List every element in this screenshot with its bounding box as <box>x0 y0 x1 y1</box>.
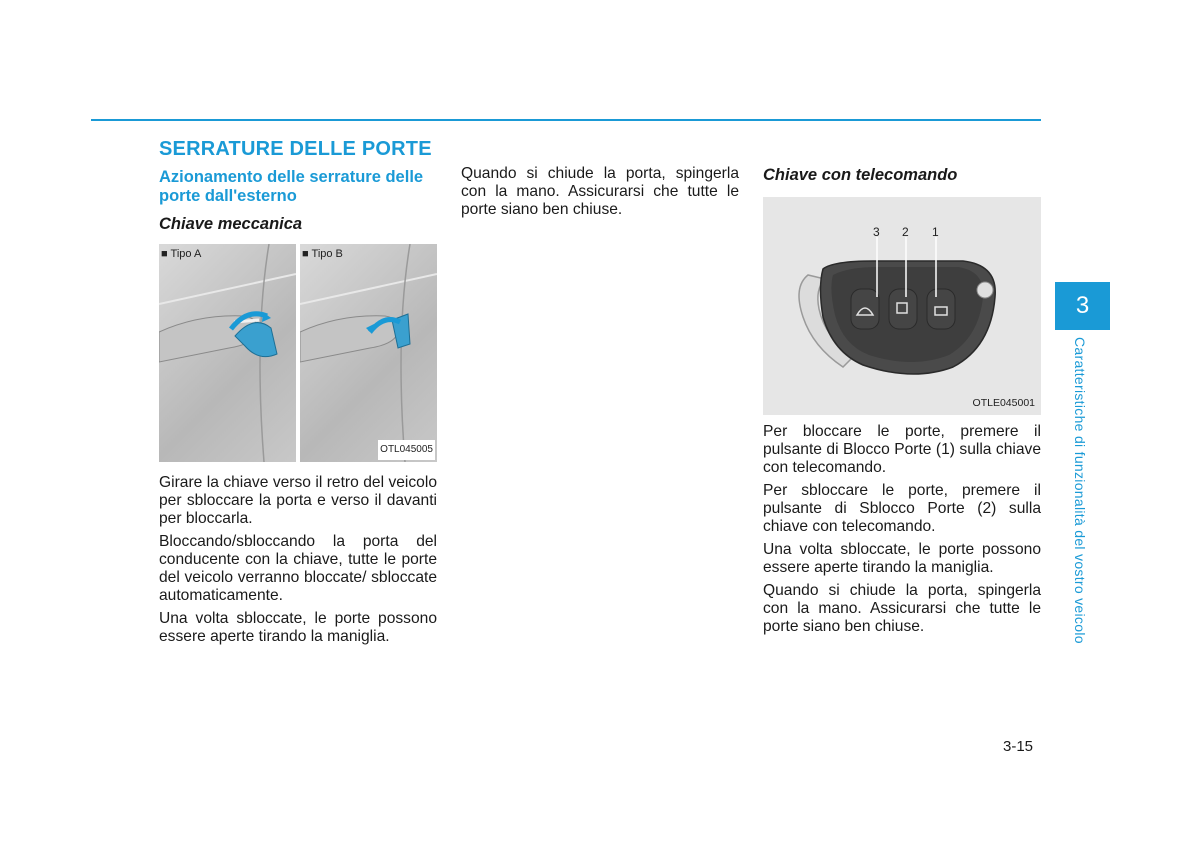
paragraph: Una volta sbloccate, le porte possono essere aperte tirando la maniglia. <box>763 541 1041 576</box>
panel-b-label: ■ Tipo B <box>302 248 343 260</box>
paragraph: Bloccando/sbloccando la porta del conducente con la chiave, tutte le porte del veicolo verranno bloccate/ sbloccate automaticamente. <box>159 533 437 604</box>
subheading: Azionamento delle serrature delle porte dall'esterno <box>159 168 424 205</box>
column-2 <box>461 165 739 224</box>
remote-key-heading: Chiave con telecomando <box>763 166 958 184</box>
page-number: 3-15 <box>1003 738 1034 755</box>
figure-panel-type-b <box>300 244 437 462</box>
paragraph: Girare la chiave verso il retro del veicolo per sbloccare la porta e verso il davanti per bloccarla. <box>159 474 437 527</box>
paragraph: Per bloccare le porte, premere il pulsante di Blocco Porte (1) sulla chiave con telecomando. <box>763 423 1041 476</box>
remote-key-illustration <box>763 197 1041 415</box>
paragraph: Quando si chiude la porta, spingerla con la mano. Assicurarsi che tutte le porte siano ben chiuse. <box>461 165 739 218</box>
figure-code: OTLE045001 <box>972 397 1035 409</box>
paragraph: Per sbloccare le porte, premere il pulsante di Sblocco Porte (2) sulla chiave con telecomando. <box>763 482 1041 535</box>
door-handle-key-illustration-b <box>300 244 437 462</box>
section-title: SERRATURE DELLE PORTE <box>159 138 432 160</box>
paragraph: Una volta sbloccate, le porte possono essere aperte tirando la maniglia. <box>159 610 437 645</box>
column-3 <box>763 165 1041 641</box>
column-1 <box>159 138 437 651</box>
callout-3: 3 <box>873 225 880 239</box>
remote-key-figure <box>763 197 1041 415</box>
paragraph: Quando si chiude la porta, spingerla con la mano. Assicurarsi che tutte le porte siano ben chiuse. <box>763 582 1041 635</box>
door-handle-key-illustration-a <box>159 244 296 462</box>
top-rule <box>91 119 1041 121</box>
mechanical-key-figure <box>159 244 437 462</box>
chapter-side-label <box>1070 337 1090 677</box>
figure-code: OTL045005 <box>378 440 435 460</box>
figure-panel-type-a <box>159 244 296 462</box>
chapter-title: Caratteristiche di funzionalità del vostro veicolo <box>1072 337 1088 644</box>
chapter-tab: 3 <box>1055 282 1110 330</box>
callout-2: 2 <box>902 225 909 239</box>
panel-a-label: ■ Tipo A <box>161 248 202 260</box>
callout-1: 1 <box>932 225 939 239</box>
mechanical-key-heading: Chiave meccanica <box>159 215 303 233</box>
